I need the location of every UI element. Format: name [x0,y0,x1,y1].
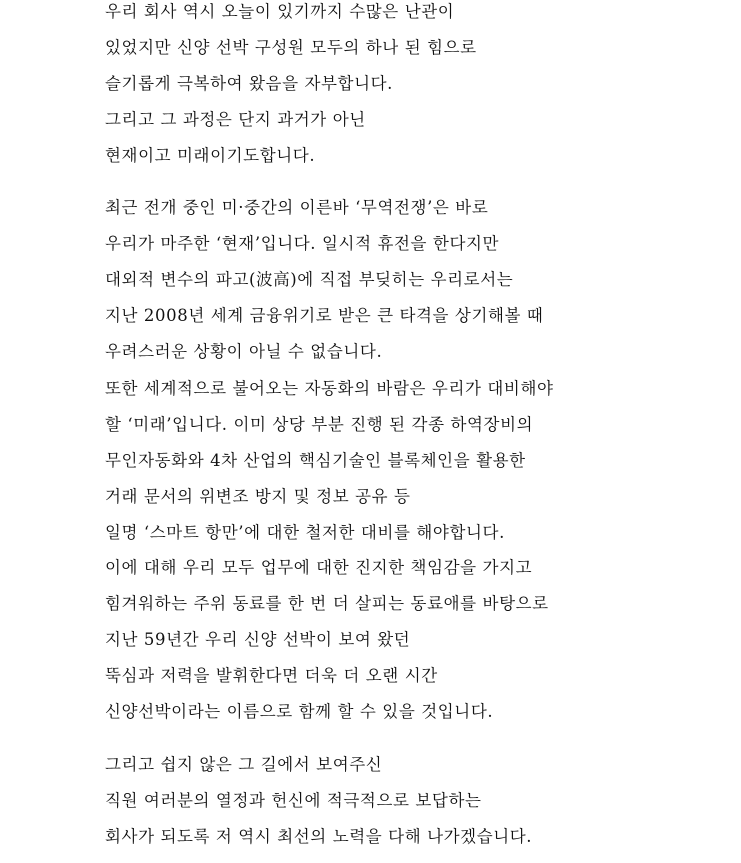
text-line: 힘겨워하는 주위 동료를 한 번 더 살피는 동료애를 바탕으로 [105,594,549,613]
text-line: 슬기롭게 극복하여 왔음을 자부합니다. [105,74,394,93]
text-line: 무인자동화와 4차 산업의 핵심기술인 블록체인을 활용한 [105,451,526,470]
text-line: 또한 세계적으로 불어오는 자동화의 바람은 우리가 대비해야 [105,379,554,398]
paragraph-5 [105,747,725,855]
paragraph-1 [105,0,725,174]
text-line: 회사가 되도록 저 역시 최선의 노력을 다해 나가겠습니다. [105,827,533,846]
text-line: 지난 59년간 우리 신양 선박이 보여 왔던 [105,630,411,649]
text-line: 신양선박이라는 이름으로 함께 할 수 있을 것입니다. [105,702,494,721]
text-line: 이에 대해 우리 모두 업무에 대한 진지한 책임감을 가지고 [105,558,533,577]
text-line: 우려스러운 상황이 아닐 수 없습니다. [105,342,383,361]
text-line: 대외적 변수의 파고(波高)에 직접 부딪히는 우리로서는 [105,270,514,289]
paragraph-3 [105,371,725,551]
text-line: 직원 여러분의 열정과 헌신에 적극적으로 보답하는 [105,791,482,810]
text-line: 일명 ‘스마트 항만’에 대한 철저한 대비를 해야합니다. [105,523,505,542]
paragraph-2 [105,190,725,370]
text-line: 그리고 그 과정은 단지 과거가 아닌 [105,110,366,129]
text-line: 우리가 마주한 ‘현재’입니다. 일시적 휴전을 한다지만 [105,234,500,253]
text-line: 뚝심과 저력을 발휘한다면 더욱 더 오랜 시간 [105,666,438,685]
paragraph-4 [105,550,725,730]
text-line: 거래 문서의 위변조 방지 및 정보 공유 등 [105,487,411,506]
text-line: 그리고 쉽지 않은 그 길에서 보여주신 [105,755,383,774]
text-line: 있었지만 신양 선박 구성원 모두의 하나 된 힘으로 [105,38,477,57]
text-line: 최근 전개 중인 미·중간의 이른바 ‘무역전쟁’은 바로 [105,198,489,217]
text-line: 지난 2008년 세계 금융위기로 받은 큰 타격을 상기해볼 때 [105,306,544,325]
text-line: 할 ‘미래’입니다. 이미 상당 부분 진행 된 각종 하역장비의 [105,415,534,434]
text-line: 현재이고 미래이기도합니다. [105,146,316,165]
text-line: 우리 회사 역시 오늘이 있기까지 수많은 난관이 [105,2,455,21]
